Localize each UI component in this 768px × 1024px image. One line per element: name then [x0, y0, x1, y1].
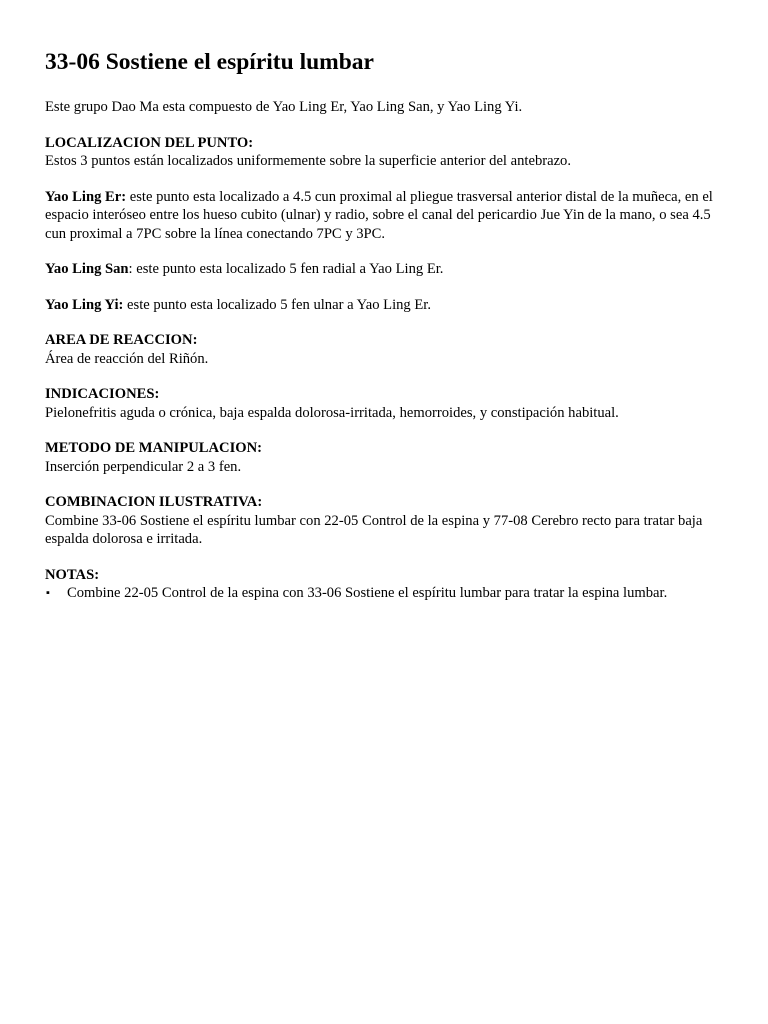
intro-paragraph: Este grupo Dao Ma esta compuesto de Yao Ling Er, Yao Ling San, y Yao Ling Yi. [45, 99, 523, 115]
section-localizacion [45, 134, 735, 171]
section-heading: INDICACIONES: [45, 386, 160, 402]
point-yao-ling-er [45, 188, 735, 244]
point-name: Yao Ling Yi: [45, 296, 124, 313]
section-heading: COMBINACION ILUSTRATIVA: [45, 494, 263, 510]
point-description: este punto esta localizado a 4.5 cun proximal al pliegue trasversal anterior distal de la muñeca, en el espacio interóseo entre los hueso cubito (ulnar) y radio, sobre el canal del pericardio Jue Yin de la mano, o sea 4.5 cun proximal a 7PC sobre la línea conectando 7PC y 3PC. [45, 188, 713, 242]
point-name: Yao Ling San [45, 261, 129, 277]
section-text: Estos 3 puntos están localizados uniformemente sobre la superficie anterior del antebrazo. [45, 153, 572, 169]
section-combinacion [45, 493, 735, 549]
section-text: Pielonefritis aguda o crónica, baja espalda dolorosa-irritada, hemorroides, y constipación habitual. [45, 404, 619, 421]
point-yao-ling-san [45, 260, 735, 279]
section-heading: AREA DE REACCION: [45, 332, 198, 348]
section-notas [45, 566, 735, 603]
section-text: Combine 33-06 Sostiene el espíritu lumbar con 22-05 Control de la espina y 77-08 Cerebro recto para tratar baja espalda dolorosa e irritada. [45, 512, 703, 547]
section-text: Área de reacción del Riñón. [45, 350, 209, 367]
section-heading: METODO DE MANIPULACION: [45, 440, 263, 456]
section-metodo [45, 439, 735, 476]
point-yao-ling-yi [45, 296, 735, 315]
section-area [45, 331, 735, 368]
section-heading: LOCALIZACION DEL PUNTO: [45, 134, 254, 151]
point-name: Yao Ling Er: [45, 188, 127, 205]
notes-list [45, 584, 735, 603]
page-title: 33-06 Sostiene el espíritu lumbar [45, 49, 374, 75]
list-item-text: Combine 22-05 Control de la espina con 33-06 Sostiene el espíritu lumbar para tratar la espina lumbar. [67, 585, 668, 601]
document-page [45, 46, 735, 620]
section-indicaciones [45, 385, 735, 422]
point-description: este punto esta localizado 5 fen ulnar a Yao Ling Er. [123, 296, 431, 313]
section-text: Inserción perpendicular 2 a 3 fen. [45, 458, 242, 475]
square-bullet-icon: ▪ [46, 587, 50, 599]
list-item [45, 584, 735, 603]
point-description: : este punto esta localizado 5 fen radial a Yao Ling Er. [128, 261, 444, 277]
section-heading: NOTAS: [45, 566, 100, 583]
